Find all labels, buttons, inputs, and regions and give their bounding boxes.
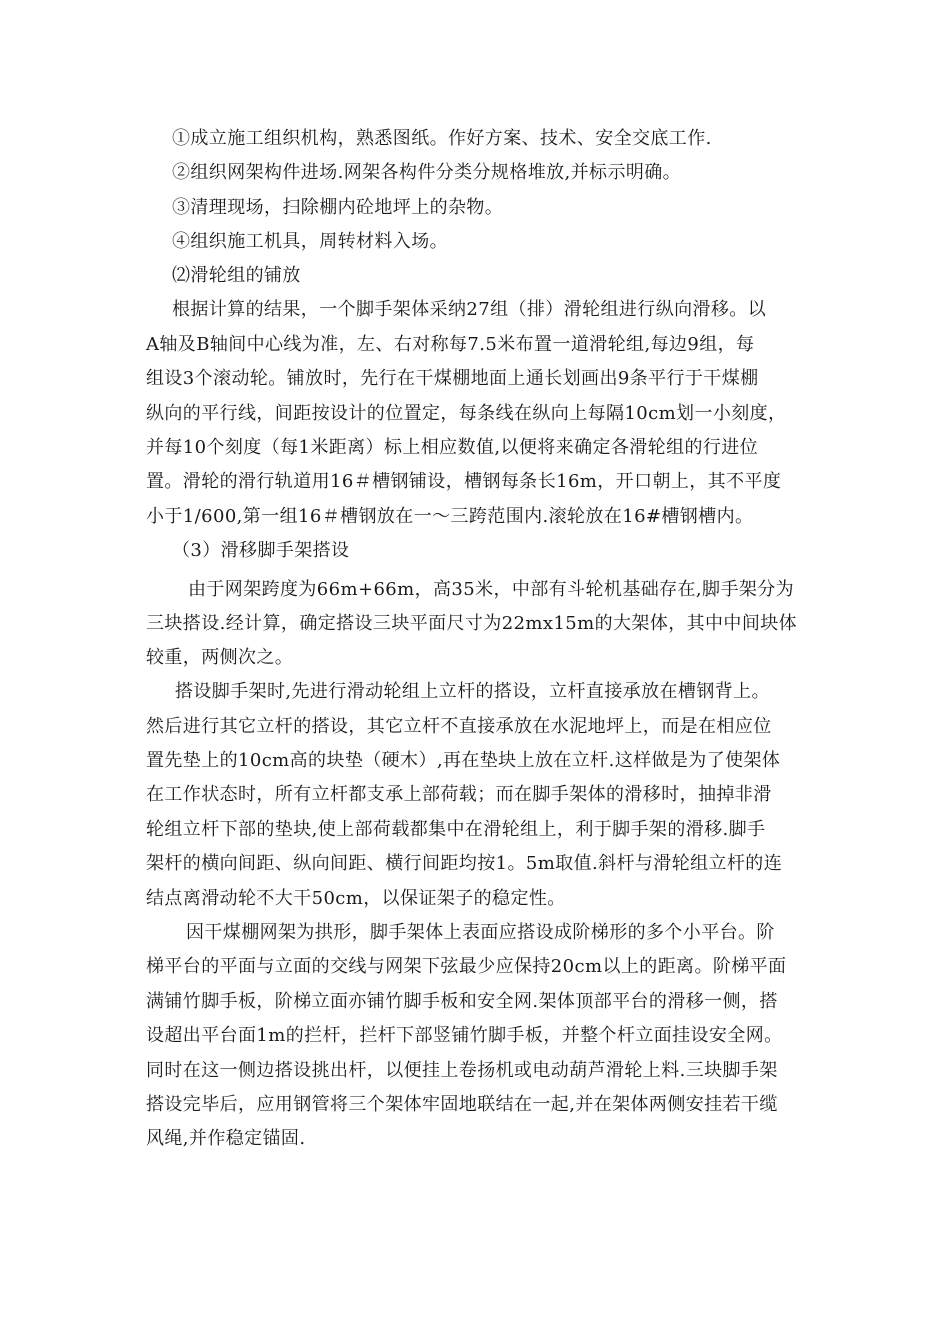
text-line: 同时在这一侧边搭设挑出杆，以便挂上卷扬机或电动葫芦滑轮上料.三块脚手架 [146, 1060, 778, 1081]
text-line: 轮组立杆下部的垫块,使上部荷载都集中在滑轮组上，利于脚手架的滑移.脚手 [146, 819, 766, 840]
text-line: 组设3个滚动轮。铺放时，先行在干煤棚地面上通长划画出9条平行于干煤棚 [146, 368, 759, 389]
text-line: ④组织施工机具，周转材料入场。 [172, 231, 448, 252]
text-line: ②组织网架构件进场.网架各构件分类分规格堆放,并标示明确。 [172, 162, 682, 183]
text-line: 设超出平台面1m的拦杆，拦杆下部竖铺竹脚手板，并整个杆立面挂设安全网。 [146, 1025, 783, 1046]
text-line: 小于1/600,第一组16＃槽钢放在一～三跨范围内.滚轮放在16#槽钢槽内。 [146, 506, 754, 527]
text-line: 由于网架跨度为66m+66m，高35米，中部有斗轮机基础存在,脚手架分为 [188, 579, 795, 600]
text-line: 搭设脚手架时,先进行滑动轮组上立杆的搭设，立杆直接承放在槽钢背上。 [175, 681, 770, 702]
text-line: 三块搭设.经计算，确定搭设三块平面尺寸为22mx15m的大架体，其中中间块体 [146, 613, 798, 634]
text-line: 在工作状态时，所有立杆都支承上部荷载；而在脚手架体的滑移时，抽掉非滑 [146, 784, 772, 805]
text-line: ③清理现场，扫除棚内砼地坪上的杂物。 [172, 197, 504, 218]
text-line: 根据计算的结果，一个脚手架体采纳27组（排）滑轮组进行纵向滑移。以 [172, 299, 767, 320]
text-line: 纵向的平行线，间距按设计的位置定，每条线在纵向上每隔10cm划一小刻度， [146, 403, 787, 424]
text-line: 置先垫上的10cm高的块垫（硬木）,再在垫块上放在立杆.这样做是为了使架体 [146, 750, 781, 771]
text-line: ①成立施工组织机构，熟悉图纸。作好方案、技术、安全交底工作. [172, 128, 712, 149]
text-line: 因干煤棚网架为拱形，脚手架体上表面应搭设成阶梯形的多个小平台。阶 [186, 922, 775, 943]
text-line: 架杆的横向间距、纵向间距、横行间距均按1。5m取值.斜杆与滑轮组立杆的连 [146, 853, 783, 874]
section-heading: （3）滑移脚手架搭设 [172, 540, 350, 561]
text-line: A轴及B轴间中心线为准，左、右对称每7.5米布置一道滑轮组,每边9组，每 [146, 334, 755, 355]
text-line: 梯平台的平面与立面的交线与网架下弦最少应保持20cm以上的距离。阶梯平面 [146, 956, 787, 977]
text-line: 满铺竹脚手板，阶梯立面亦铺竹脚手板和安全网.架体顶部平台的滑移一侧，搭 [146, 991, 778, 1012]
section-heading: ⑵滑轮组的铺放 [172, 265, 301, 286]
text-line: 风绳,并作稳定锚固. [146, 1128, 306, 1149]
text-line: 搭设完毕后，应用钢管将三个架体牢固地联结在一起,并在架体两侧安挂若干缆 [146, 1094, 778, 1115]
text-line: 并每10个刻度（每1米距离）标上相应数值,以便将来确定各滑轮组的行进位 [146, 437, 759, 458]
text-line: 置。滑轮的滑行轨道用16＃槽钢铺设，槽钢每条长16m，开口朝上，其不平度 [146, 471, 782, 492]
text-line: 然后进行其它立杆的搭设，其它立杆不直接承放在水泥地坪上，而是在相应位 [146, 716, 772, 737]
text-line: 结点离滑动轮不大干50cm，以保证架子的稳定性。 [146, 888, 566, 909]
text-line: 较重，两侧次之。 [146, 647, 294, 668]
